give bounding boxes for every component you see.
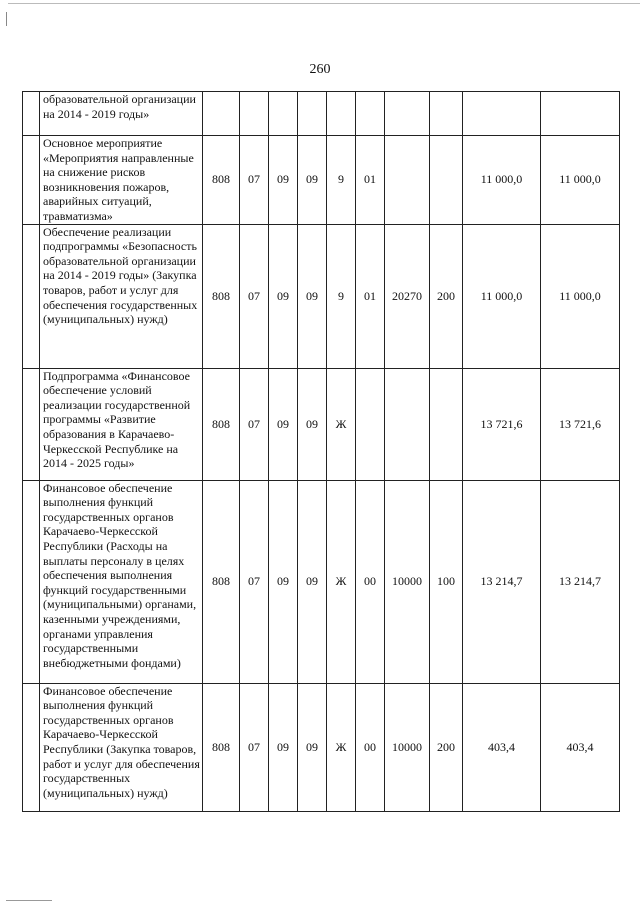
cell-pr [269,92,298,136]
cell-sum-1 [463,92,541,136]
cell-gv: 808 [203,136,240,225]
row-name: Обеспечение реализации подпрограммы «Безопасность образовательной организации на 2014 - 2019 годы» (Закупка товаров, работ и услуг для обеспечения государственных (муниципальных) нужд) [40,224,203,368]
row-number-cell [23,368,40,480]
row-number-cell [23,683,40,811]
budget-table [22,91,620,812]
cell-csr [385,136,430,225]
cell-pp: 09 [298,368,327,480]
cell-csr [385,368,430,480]
cell-rz: 07 [240,480,269,683]
cell-sum-2: 13 721,6 [541,368,620,480]
cell-os [356,92,385,136]
row-name: Финансовое обеспечение выполнения функций государственных органов Карачаево-Черкесской Республики (Закупка товаров, работ и услуг для обеспечения государственных (муниципальных) нужд) [40,683,203,811]
bottom-scan-mark [6,900,52,901]
cell-gv: 808 [203,683,240,811]
cell-rz: 07 [240,224,269,368]
table-row [23,136,620,225]
row-number-cell [23,136,40,225]
cell-pr: 09 [269,368,298,480]
top-scan-edge [8,3,640,4]
table-row [23,92,620,136]
row-number-cell [23,224,40,368]
cell-gv [203,92,240,136]
cell-gv: 808 [203,480,240,683]
row-name: Основное мероприятие «Мероприятия направленные на снижение рисков возникновения пожаров, аварийных ситуаций, травматизма» [40,136,203,225]
cell-sum-1: 13 721,6 [463,368,541,480]
table-row [23,224,620,368]
cell-sum-2: 11 000,0 [541,136,620,225]
cell-pr: 09 [269,480,298,683]
cell-sub [327,92,356,136]
cell-vr [430,136,463,225]
cell-csr: 10000 [385,480,430,683]
cell-sub: Ж [327,368,356,480]
cell-pp: 09 [298,683,327,811]
cell-pp: 09 [298,480,327,683]
table-row [23,683,620,811]
cell-sum-1: 13 214,7 [463,480,541,683]
row-name: образовательной организации на 2014 - 2019 годы» [40,92,203,136]
cell-sub: Ж [327,480,356,683]
cell-gv: 808 [203,224,240,368]
cell-vr: 200 [430,224,463,368]
cell-rz: 07 [240,136,269,225]
cell-pr: 09 [269,683,298,811]
cell-pp: 09 [298,224,327,368]
cell-csr: 20270 [385,224,430,368]
cell-csr: 10000 [385,683,430,811]
cell-os: 01 [356,224,385,368]
table-row [23,368,620,480]
cell-os: 00 [356,683,385,811]
cell-rz [240,92,269,136]
row-number-cell [23,92,40,136]
cell-sum-1: 11 000,0 [463,224,541,368]
cell-sub: 9 [327,136,356,225]
cell-vr: 200 [430,683,463,811]
cell-os [356,368,385,480]
cell-vr [430,368,463,480]
table-row [23,480,620,683]
cell-rz: 07 [240,683,269,811]
cell-os: 01 [356,136,385,225]
cell-sum-1: 403,4 [463,683,541,811]
cell-sub: Ж [327,683,356,811]
cell-sum-2: 13 214,7 [541,480,620,683]
cell-sum-2: 11 000,0 [541,224,620,368]
cell-pp [298,92,327,136]
cell-pp: 09 [298,136,327,225]
row-name: Подпрограмма «Финансовое обеспечение условий реализации государственной программы «Развитие образования в Карачаево-Черкесской Республике на 2014 - 2025 годы» [40,368,203,480]
cell-os: 00 [356,480,385,683]
cell-sub: 9 [327,224,356,368]
row-name: Финансовое обеспечение выполнения функций государственных органов Карачаево-Черкесской Республики (Расходы на выплаты персоналу в целях обеспечения выполнения функций государственными (муниципальными) органами, казенными учреждениями, органами управления государственными внебюджетными фондами) [40,480,203,683]
row-number-cell [23,480,40,683]
page-number: 260 [309,62,331,77]
left-scan-mark [6,12,7,26]
cell-rz: 07 [240,368,269,480]
cell-vr [430,92,463,136]
cell-gv: 808 [203,368,240,480]
cell-vr: 100 [430,480,463,683]
cell-sum-2: 403,4 [541,683,620,811]
cell-sum-2 [541,92,620,136]
cell-sum-1: 11 000,0 [463,136,541,225]
cell-pr: 09 [269,136,298,225]
cell-pr: 09 [269,224,298,368]
cell-csr [385,92,430,136]
